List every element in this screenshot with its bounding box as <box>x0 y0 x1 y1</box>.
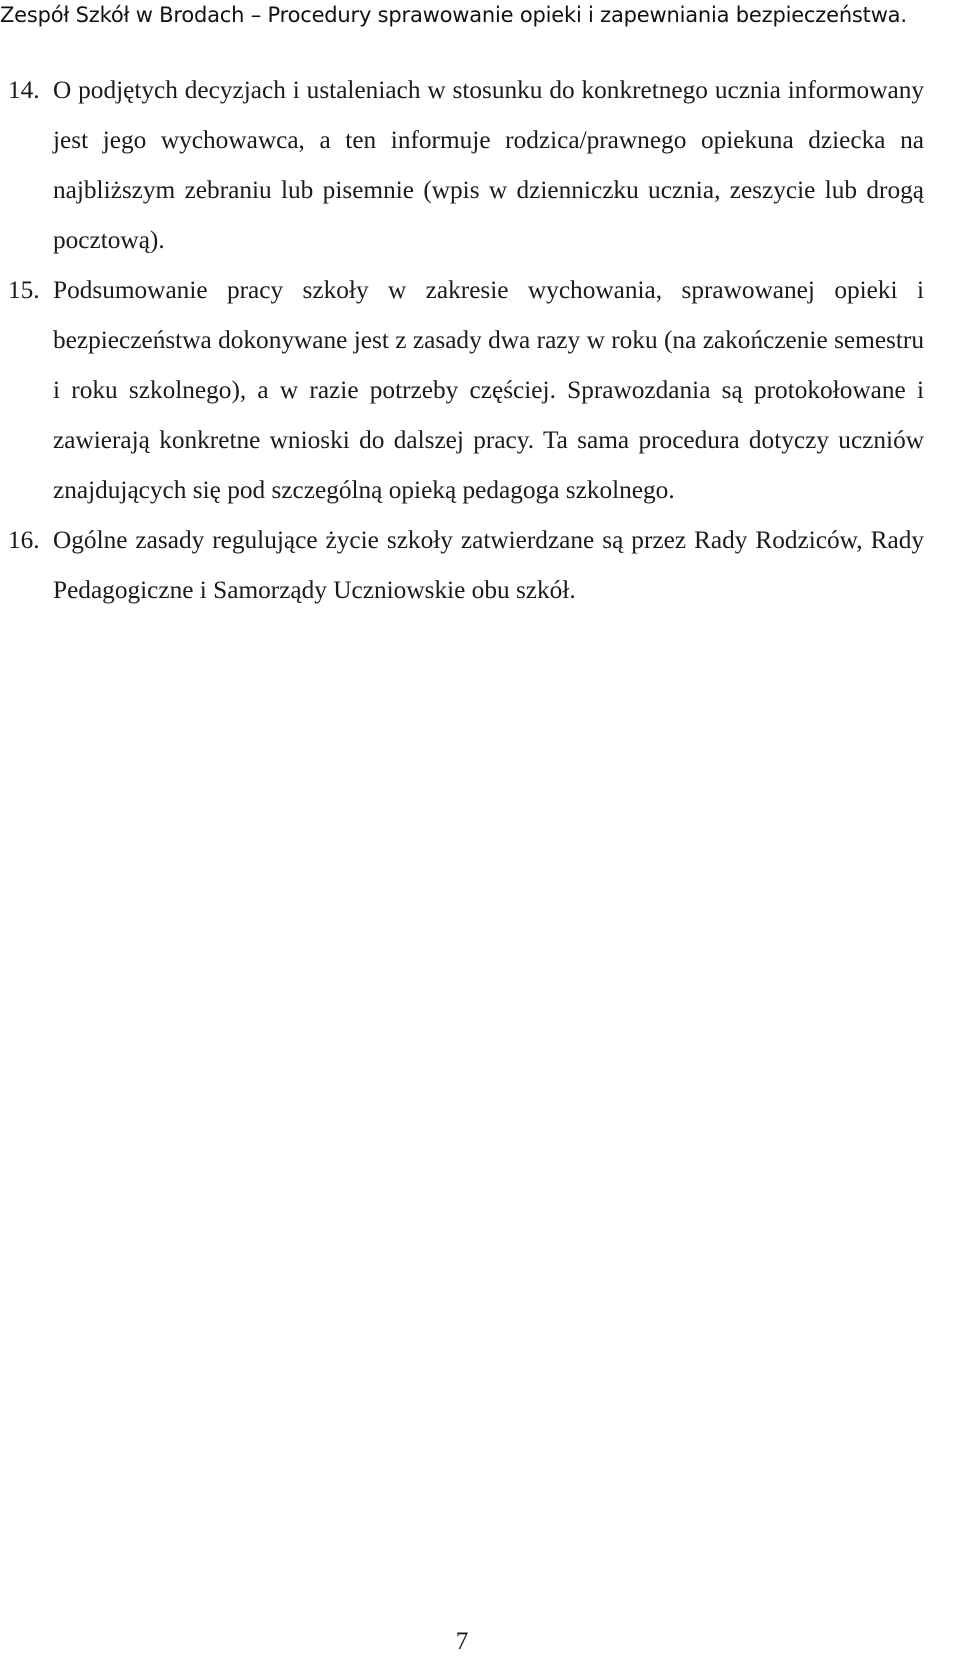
list-item-15 <box>0 265 924 515</box>
list-item-number: 15. <box>8 276 40 304</box>
list-item-text: Ogólne zasady regulujące życie szkoły zatwierdzane są przez Rady Rodziców, Rady Pedagogiczne i Samorządy Uczniowskie obu szkół. <box>53 526 924 604</box>
list-item-text: Podsumowanie pracy szkoły w zakresie wychowania, sprawowanej opieki i bezpieczeństwa dokonywane jest z zasady dwa razy w roku (na zakończenie semestru i roku szkolnego), a w razie potrzeby częściej. Sprawozdania są protokołowane i zawierają konkretne wnioski do dalszej pracy. Ta sama procedura dotyczy uczniów znajdujących się pod szczególną opieką pedagoga szkolnego. <box>53 276 924 504</box>
page-header: Zespół Szkół w Brodach – Procedury sprawowanie opieki i zapewniania bezpieczeństwa. <box>0 3 907 27</box>
page-number: 7 <box>455 1628 469 1655</box>
list-item-text: O podjętych decyzjach i ustaleniach w stosunku do konkretnego ucznia informowany jest jego wychowawca, a ten informuje rodzica/prawnego opiekuna dziecka na najbliższym zebraniu lub pisemnie (wpis w dzienniczku ucznia, zeszycie lub drogą pocztową). <box>53 76 924 254</box>
list-item-16 <box>0 515 924 615</box>
document-body <box>0 65 924 615</box>
list-item-14 <box>0 65 924 265</box>
list-item-number: 16. <box>8 526 40 554</box>
list-item-number: 14. <box>8 76 40 104</box>
